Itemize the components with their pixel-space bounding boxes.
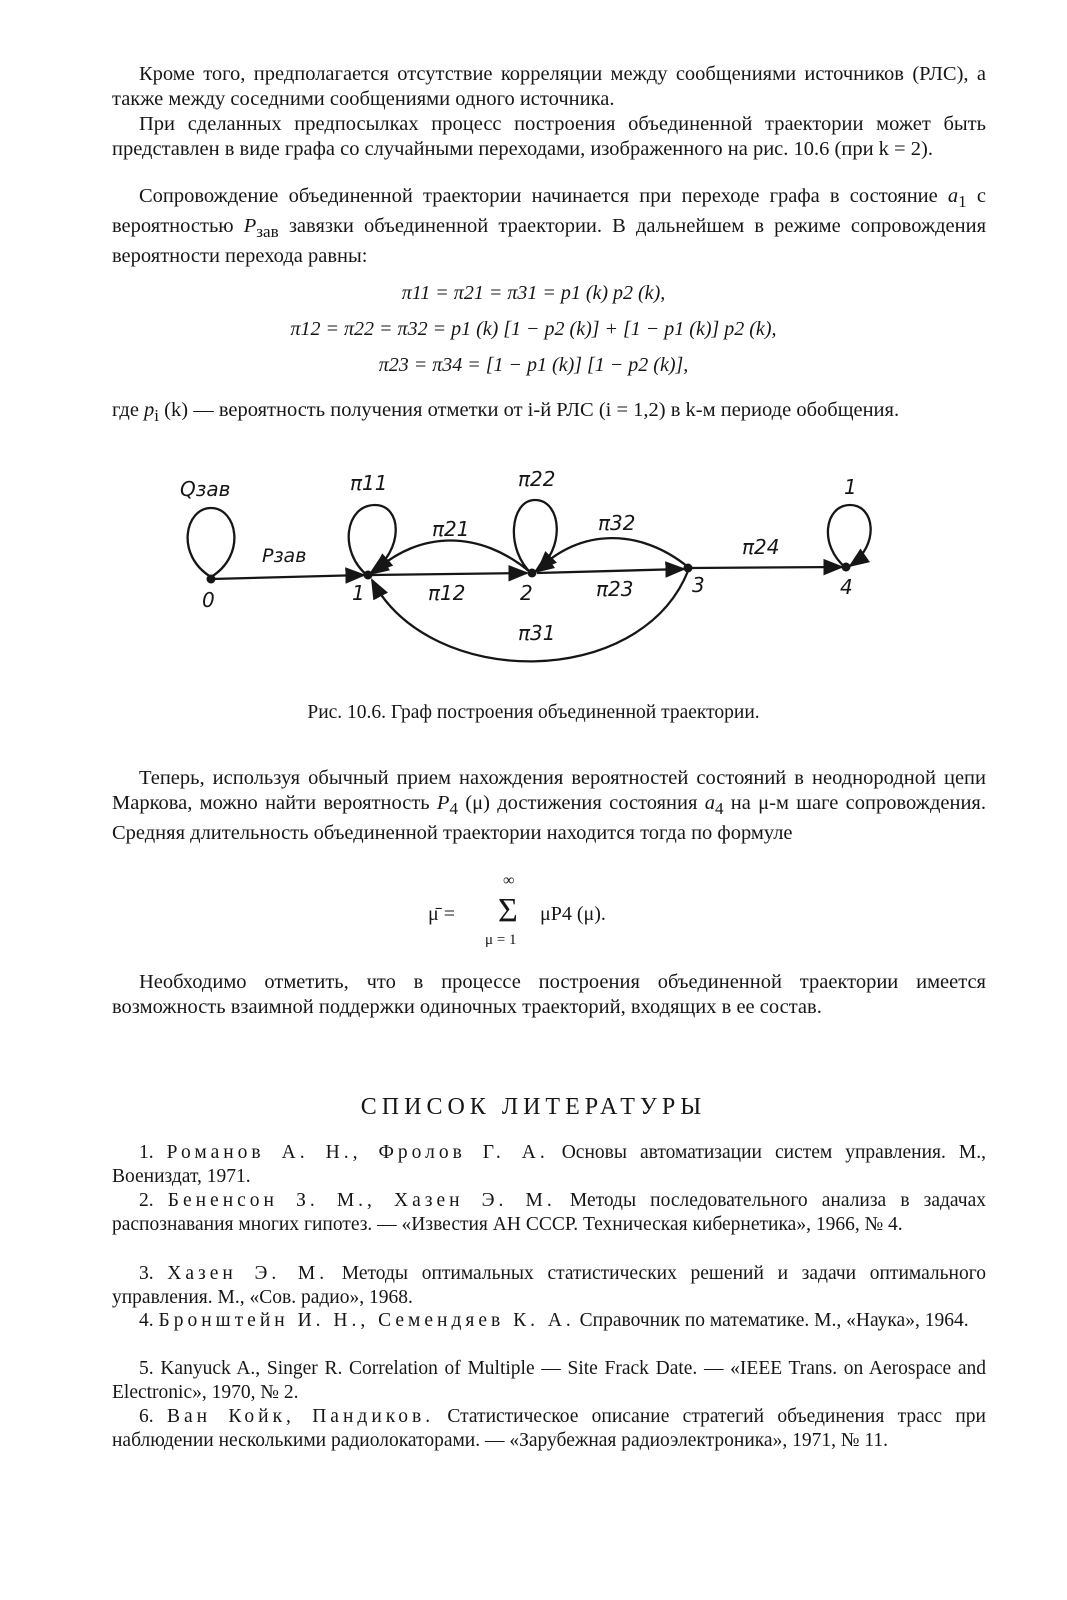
paragraph-4 (112, 398, 986, 428)
edge-0-1 (211, 575, 364, 579)
symbol-pi-subscript: i (154, 406, 160, 426)
paragraph-4-text-b: (k) — вероятность получения отметки от i-й РЛС (i = 1,2) в k-м периоде обобщения. (159, 399, 900, 421)
sum-upper-limit: ∞ (503, 872, 515, 889)
symbol-a4-subscript: 4 (714, 799, 724, 819)
symbol-p-subscript: зав (256, 222, 279, 242)
label-pi32: π32 (598, 511, 636, 535)
self-loop-4 (828, 505, 871, 568)
paragraph-6: Необходимо отметить, что в процессе построения объединенной траектории имеется возможность взаимной поддержки одиночных траекторий, входящих в ее состав. (112, 971, 986, 1018)
node-4-dot (842, 563, 851, 572)
reference-4: 4. Бронштейн И. Н., Семендяев К. А. Справочник по математике. М., «Наука», 1964. (139, 1310, 969, 1331)
paragraph-3-text-c: завязки объединенной траектории. В дальнейшем в режиме сопровождения вероятности перехода равны: (112, 215, 987, 268)
node-1-label: 1 (352, 581, 365, 605)
paragraph-3 (112, 184, 986, 269)
node-4-label: 4 (840, 575, 853, 599)
paragraph-3-text-b: с вероятностью (112, 185, 986, 238)
reference-2: 2. Бененсон З. М., Хазен Э. М. Методы последовательного анализа в задачах распознавания многих гипотез. — «Известия АН СССР. Техническая кибернетика», 1966, № 4. (112, 1190, 987, 1236)
symbol-P4: P (436, 792, 450, 814)
symbol-a-subscript: 1 (958, 192, 967, 212)
symbol-p: P (243, 215, 257, 238)
paragraph-5-text-c: на μ-м шаге сопровождения. Средняя длительность объединенной траектории находится тогда по формуле (112, 792, 986, 845)
edge-2-1-curve (374, 541, 530, 573)
label-pi31: π31 (518, 621, 556, 645)
graph-figure (0, 460, 1067, 680)
figure-caption: Рис. 10.6. Граф построения объединенной траектории. (307, 702, 760, 723)
paragraph-5 (112, 766, 986, 846)
equation-3: π23 = π34 = [1 − p1 (k)] [1 − p2 (k)], (378, 354, 689, 376)
label-pi21: π21 (432, 517, 470, 541)
reference-1: 1. Романов А. Н., Фролов Г. А. Основы автоматизации систем управления. М., Воениздат, 1971. (112, 1142, 986, 1188)
label-q-zav: Qзав (180, 477, 231, 501)
paragraph-5-text-a: Теперь, используя обычный прием нахождения вероятностей состояний в неоднородной цепи Маркова, можно найти вероятность (112, 767, 986, 814)
reference-3: 3. Хазен Э. М. Методы оптимальных статистических решений и задачи оптимального управления. М., «Сов. радио», 1968. (112, 1263, 986, 1309)
node-0-label: 0 (202, 588, 215, 612)
sum-sign: Σ (498, 892, 518, 929)
equation-1: π11 = π21 = π31 = p1 (k) p2 (k), (401, 282, 666, 304)
symbol-a4: a (704, 792, 715, 814)
edge-1-2 (372, 573, 527, 575)
self-loop-2 (514, 500, 557, 574)
self-loop-1 (349, 505, 396, 576)
node-2-label: 2 (520, 581, 533, 605)
label-pi24: π24 (742, 535, 780, 559)
paragraph-5-text-b: (μ) достижения состояния (458, 792, 705, 814)
symbol-P4-subscript: 4 (449, 799, 458, 819)
equation-2: π12 = π22 = π32 = p1 (k) [1 − p2 (k)] + [1 − p1 (k)] p2 (k), (290, 318, 777, 340)
paragraph-1: Кроме того, предполагается отсутствие корреляции между сообщениями источников (РЛС), а также между соседними сообщениями одного источника. (112, 63, 986, 110)
label-one: 1 (844, 475, 857, 499)
sum-lower-limit: μ = 1 (485, 932, 517, 948)
reference-5: 5. Kanyuck A., Singer R. Correlation of Multiple — Site Frack Date. — «IEEE Trans. on Aerospace and Electronic», 1970, № 2. (112, 1358, 987, 1404)
label-pi12: π12 (428, 581, 466, 605)
node-1-dot (364, 571, 373, 580)
label-pi23: π23 (596, 577, 634, 601)
sum-lhs: μ̄ = (428, 903, 456, 925)
paragraph-2: При сделанных предпосылках процесс построения объединенной траектории может быть представлен в виде графа со случайными переходами, изображенного на рис. 10.6 (при k = 2). (112, 113, 986, 160)
node-3-dot (684, 564, 693, 573)
paragraph-4-text-a: где (112, 399, 145, 421)
node-0-dot (207, 575, 216, 584)
symbol-a: a (947, 185, 959, 207)
reference-6: 6. Ван Койк, Пандиков. Статистическое описание стратегий объединения трасс при наблюдении несколькими радиолокаторами. — «Зарубежная радиоэлектроника», 1971, № 11. (112, 1406, 986, 1452)
symbol-pi: p (144, 399, 155, 421)
edge-3-4 (690, 567, 842, 568)
edge-3-2-curve (538, 538, 688, 570)
node-2-dot (528, 569, 537, 578)
node-3-label: 3 (692, 573, 705, 597)
paragraph-3-text-a: Сопровождение объединенной траектории начинается при переходе графа в состояние (139, 185, 948, 207)
self-loop-0 (188, 508, 235, 577)
references-heading: СПИСОК ЛИТЕРАТУРЫ (360, 1094, 707, 1120)
label-pi11: π11 (350, 471, 388, 495)
edge-2-3 (537, 569, 684, 573)
label-pi22: π22 (518, 467, 556, 491)
label-p-zav: Pзав (262, 545, 307, 567)
sum-body: μP4 (μ). (540, 903, 606, 925)
